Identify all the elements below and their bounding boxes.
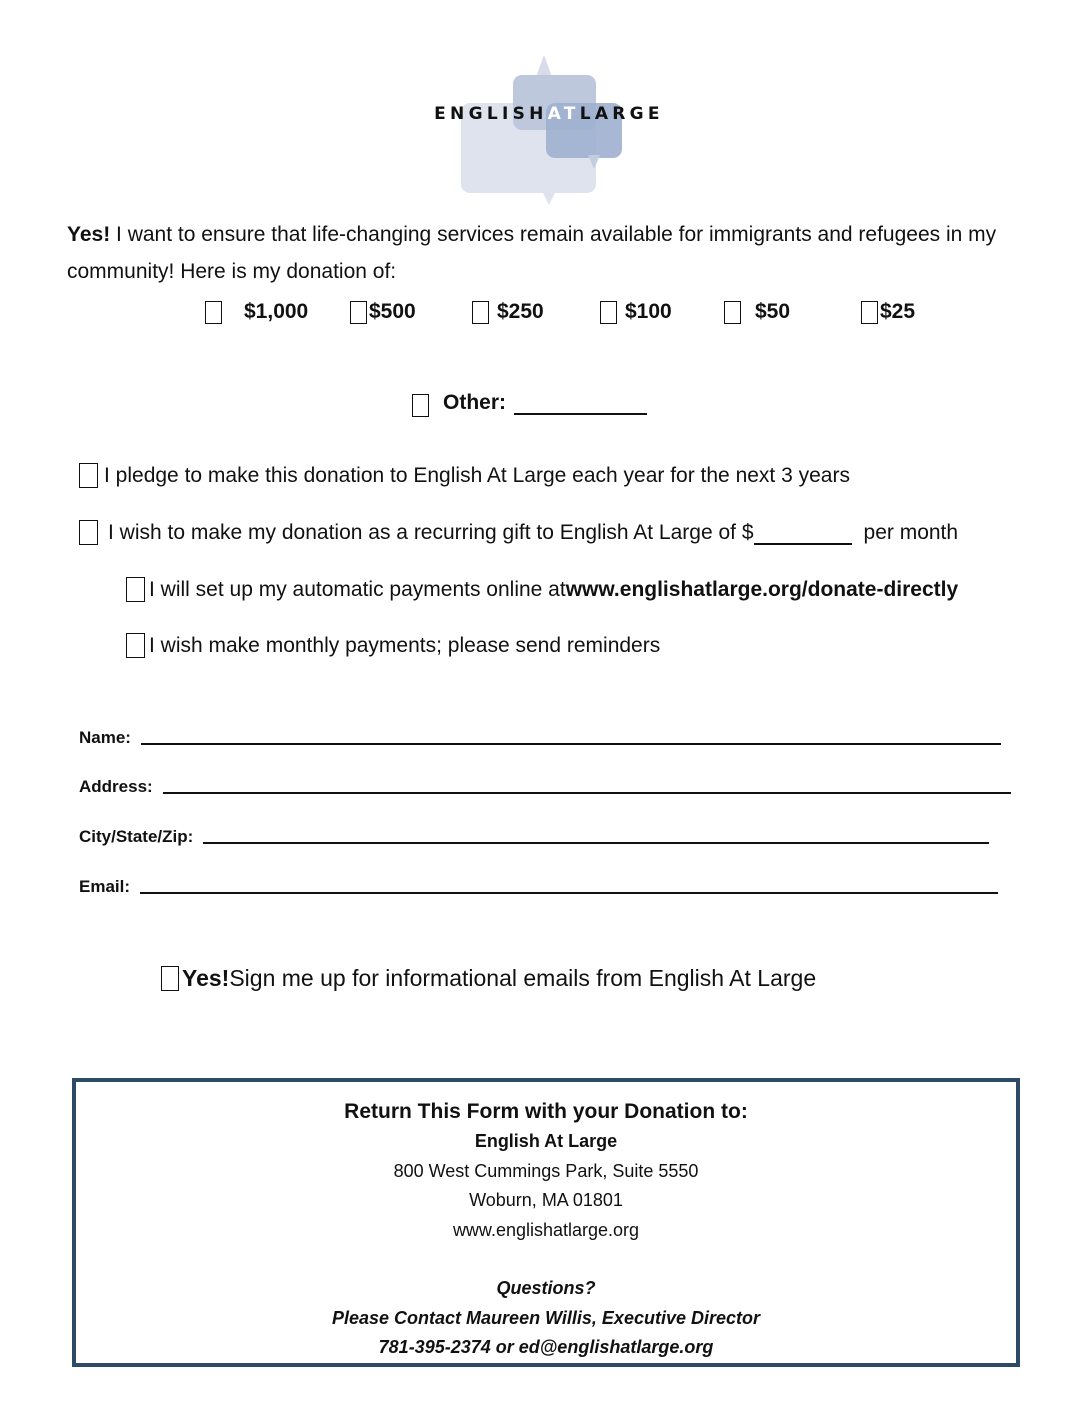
checkbox[interactable] xyxy=(600,301,617,324)
spacer xyxy=(76,1245,1016,1274)
email-field-row xyxy=(79,877,998,897)
per-month-label: per month xyxy=(863,520,959,544)
checkbox[interactable] xyxy=(724,301,741,324)
auto-payment-label: I will set up my automatic payments online at xyxy=(149,577,566,601)
address-label: Address: xyxy=(79,777,153,796)
amount-label: $500 xyxy=(369,300,416,323)
intro-paragraph xyxy=(67,216,1037,290)
return-title: Return This Form with your Donation to: xyxy=(344,1100,748,1123)
city-state-zip-input[interactable] xyxy=(203,842,989,844)
address-field-row xyxy=(79,777,1011,797)
donate-directly-link[interactable]: www.englishatlarge.org/donate-directly xyxy=(565,577,959,601)
signup-lead: Yes! xyxy=(182,965,230,991)
city-state-zip-field-row xyxy=(79,827,989,847)
reminders-label: I wish make monthly payments; please send reminders xyxy=(149,633,661,657)
amount-label: $25 xyxy=(880,300,916,323)
amount-label: $50 xyxy=(755,300,791,323)
checkbox[interactable] xyxy=(79,463,98,488)
amount-option-25[interactable] xyxy=(861,300,915,324)
logo-text-large: LARGE xyxy=(579,104,664,124)
questions-heading: Questions? xyxy=(496,1278,596,1298)
amount-label: $100 xyxy=(625,300,672,323)
amount-label: $1,000 xyxy=(244,300,309,323)
email-signup-option[interactable] xyxy=(161,965,816,992)
amount-option-50[interactable] xyxy=(724,300,790,324)
speech-bubble-tail xyxy=(588,155,600,169)
website-link[interactable]: www.englishatlarge.org xyxy=(452,1219,640,1240)
amount-option-250[interactable] xyxy=(472,300,544,324)
logo-text-english: ENGLISH xyxy=(434,104,548,124)
return-info-box xyxy=(72,1078,1020,1367)
amount-label: $250 xyxy=(497,300,544,323)
email-label: Email: xyxy=(79,877,131,896)
intro-text: I want to ensure that life-changing services remain available for immigrants and refugees in my community! Here is my donation of: xyxy=(67,223,997,283)
speech-bubble-tail xyxy=(541,189,557,205)
name-input[interactable] xyxy=(141,743,1001,745)
amount-option-other[interactable] xyxy=(412,388,647,417)
speech-bubble-tail xyxy=(536,55,552,77)
other-amount-field[interactable] xyxy=(514,391,647,415)
org-name: English At Large xyxy=(474,1131,618,1151)
checkbox[interactable] xyxy=(205,301,222,324)
amount-option-1000[interactable] xyxy=(205,300,308,324)
pledge-label: I pledge to make this donation to English At Large each year for the next 3 years xyxy=(104,463,850,487)
name-label: Name: xyxy=(79,728,131,747)
amount-option-100[interactable] xyxy=(600,300,672,324)
reminders-option[interactable] xyxy=(126,633,660,658)
recurring-label: I wish to make my donation as a recurring gift to English At Large of $ xyxy=(108,520,754,544)
amount-option-500[interactable] xyxy=(350,300,416,324)
checkbox[interactable] xyxy=(126,633,145,658)
address-line-1: 800 West Cummings Park, Suite 5550 xyxy=(393,1160,699,1181)
recurring-option[interactable] xyxy=(79,520,958,545)
pledge-option[interactable] xyxy=(79,463,850,488)
email-input[interactable] xyxy=(140,892,998,894)
contact-phone-email: 781-395-2374 or ed@englishatlarge.org xyxy=(378,1337,714,1357)
intro-lead: Yes! xyxy=(67,223,111,246)
english-at-large-logo xyxy=(418,55,680,177)
other-label: Other: xyxy=(443,390,506,414)
checkbox[interactable] xyxy=(126,577,145,602)
checkbox[interactable] xyxy=(350,301,367,324)
logo-wordmark xyxy=(418,104,680,124)
checkbox[interactable] xyxy=(412,394,429,417)
checkbox[interactable] xyxy=(161,966,179,991)
checkbox[interactable] xyxy=(861,301,878,324)
address-line-2: Woburn, MA 01801 xyxy=(469,1190,623,1210)
city-state-zip-label: City/State/Zip: xyxy=(79,827,194,846)
contact-person: Please Contact Maureen Willis, Executive Director xyxy=(332,1307,760,1328)
name-field-row xyxy=(79,728,1001,748)
checkbox[interactable] xyxy=(472,301,489,324)
signup-label: Sign me up for informational emails from English At Large xyxy=(229,965,817,991)
address-input[interactable] xyxy=(163,792,1011,794)
recurring-amount-field[interactable] xyxy=(754,521,852,545)
logo-text-at: AT xyxy=(547,104,580,124)
auto-payment-option[interactable] xyxy=(126,577,958,602)
checkbox[interactable] xyxy=(79,520,98,545)
